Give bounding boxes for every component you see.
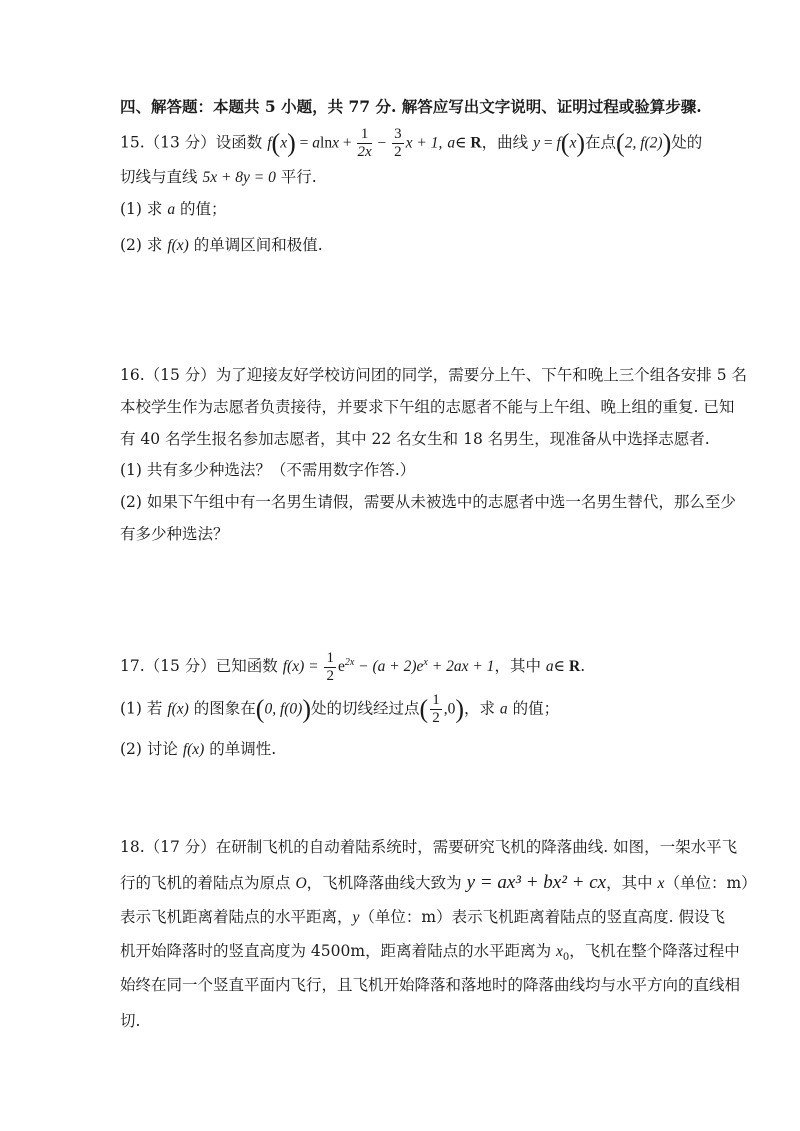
q17-p1-a: (1) 若 (120, 699, 168, 718)
q17-where: ，其中 (494, 657, 546, 676)
q15-stem-line1: 15.（13 分）设函数 f(x) = alnx + $\frac{1}{2x}$ − $\frac{3}{2}$ x + 1, a∈ R，曲线 y = f(x)在点(2, f(2))处的 (120, 126, 703, 160)
q18-line5: 始终在同一个竖直平面内飞行，且飞机开始降落和落地时的降落曲线均与水平方向的直线相 (120, 976, 741, 994)
q18-line2 (120, 870, 757, 897)
q15-a: a (312, 134, 321, 152)
q18-y: y (352, 909, 360, 926)
q17-p1-frac (430, 692, 442, 727)
q17-p1-avar: a (499, 700, 508, 718)
q15-a2: a (447, 134, 456, 152)
q16-line3: 有 40 名学生报名参加志愿者，其中 22 名女生和 18 名男生，现准备从中选择志愿者. (120, 430, 710, 448)
q15-ln: ln (320, 134, 333, 152)
q17-p1-d: ，求 (463, 699, 500, 718)
q15-p1-suffix: 的值； (175, 200, 227, 218)
q15-number: 15.（13 分）设函数 (120, 133, 268, 152)
q17-half-num: 1 (326, 649, 334, 666)
q18-line4 (120, 940, 740, 969)
q15-frac2-den: 2 (394, 144, 402, 160)
q18-origin: O (295, 875, 307, 892)
q15-line2-a: 切线与直线 (120, 168, 203, 186)
q18-l2-b: ，飞机降落曲线大致为 (306, 874, 467, 892)
q15-p2-fx: f(x) (167, 237, 189, 254)
q17-fx: f(x) = (282, 658, 323, 676)
q17-p1-fx: f(x) (167, 700, 189, 718)
q17-p1-point: 0, f(0) (264, 700, 303, 718)
q15-plus: + (338, 134, 356, 152)
q15-frac1-num: 1 (357, 126, 371, 144)
q15-y: y (533, 134, 540, 152)
q17-in: ∈ (553, 658, 569, 676)
q18-l4-b: ，飞机在整个降落过程中 (569, 942, 740, 960)
q18-line1: 18.（17 分）在研制飞机的自动着陆系统时，需要研究飞机的降落曲线. 如图，一架水平飞 (120, 838, 738, 856)
q17-stem (120, 648, 690, 685)
q17-number: 17.（15 分）已知函数 (120, 657, 283, 676)
q17-p1-frac-num: 1 (432, 692, 440, 708)
q17-dot: . (580, 657, 586, 676)
q17-e: e (337, 658, 345, 676)
q15-in: ∈ (455, 134, 471, 152)
q18-x: x (657, 875, 665, 892)
q18-l2-a: 行的飞机的着陆点为原点 (120, 874, 296, 892)
q15-part2 (120, 234, 690, 257)
q18-line6: 切. (120, 1012, 141, 1030)
q15-f: f (267, 134, 272, 152)
q17-ex-exp: x (423, 657, 428, 668)
q17-half-den: 2 (326, 667, 334, 684)
q16-part2-line1: (2) 如果下午组中有一名男生请假，需要从未被选中的志愿者中选一名男生替代，那么至少 (120, 493, 736, 511)
q15-frac1 (357, 126, 371, 161)
q16-line2: 本校学生作为志愿者负责接待，并要求下午组的志愿者不能与上午组、晚上组的重复. 已知 (120, 398, 735, 416)
q15-frac2-num: 3 (394, 126, 402, 142)
q17-a: a (545, 658, 554, 676)
q18-l3-a: 表示飞机距离着陆点的水平距离， (120, 908, 353, 926)
q17-e-exp: 2x (344, 657, 355, 668)
q18-line3 (120, 906, 725, 929)
q17-p1-frac-den: 2 (432, 710, 440, 726)
q15-part1 (120, 198, 690, 221)
q18-x0: x (556, 943, 563, 960)
q17-p1-c: 处的切线经过点 (311, 699, 420, 718)
q16-part1: (1) 共有多少种选法？（不需用数字作答.） (120, 461, 416, 479)
q15-reals: R (470, 134, 482, 152)
q15-eq: = (295, 134, 313, 152)
q15-curve-text: ，曲线 (481, 133, 534, 152)
q18-l3-b: （单位：m）表示飞机距离着陆点的竖直高度. 假设飞 (359, 908, 725, 926)
q15-stem-line2 (120, 166, 690, 189)
q17-half (324, 650, 336, 685)
q15-p2-suffix: 的单调区间和极值. (188, 236, 323, 254)
q18-x0-sub: 0 (562, 952, 570, 964)
q18-curve-eq: y = ax³ + bx² + cx (466, 872, 607, 893)
q15-line2-b: 平行. (275, 168, 317, 186)
q15-chu: 处的 (671, 133, 703, 152)
q17-part1: (1) 若 f(x) 的图象在(0, f(0))处的切线经过点( $\frac{1}{2}$ ,0)，求 a 的值； (120, 692, 560, 726)
q15-minus: − (373, 134, 391, 152)
q17-p2-a: (2) 讨论 (120, 740, 183, 758)
q15-eq2: = (539, 134, 557, 152)
q18-l2-c: ，其中 (606, 874, 658, 892)
q17-p2-b: 的单调性. (204, 740, 277, 758)
q15-tail: x + 1, (405, 134, 443, 152)
q17-part2 (120, 738, 690, 761)
q15-line-eq: 5x + 8y = 0 (202, 169, 276, 186)
section-heading: 四、解答题：本题共 5 小题，共 77 分. 解答应写出文字说明、证明过程或验算步骤. (120, 97, 702, 116)
q17-reals: R (568, 658, 581, 676)
q17-p1-e: 的值； (507, 699, 560, 718)
q15-p2-prefix: (2) 求 (120, 236, 168, 254)
q18-l2-d: （单位：m） (664, 874, 757, 892)
q17-mid: − (a + 2)e (354, 658, 424, 676)
q15-x: x (280, 134, 288, 152)
q17-p1-zero: ,0 (443, 700, 456, 718)
q15-p1-a: a (167, 201, 176, 218)
q15-frac1-den: 2x (357, 144, 372, 160)
q15-p1-prefix: (1) 求 (120, 200, 168, 218)
q15-point-text: 在点 (585, 133, 617, 152)
q16-line1: 16.（15 分）为了迎接友好学校访问团的同学，需要分上午、下午和晚上三个组各安排 5 名 (120, 366, 748, 384)
q18-l4-a: 机开始降落时的竖直高度为 4500m，距离着陆点的水平距离为 (120, 942, 556, 960)
q16-part2-line2: 有多少种选法？ (120, 525, 229, 543)
q17-p2-fx: f(x) (182, 741, 205, 758)
q17-p1-b: 的图象在 (188, 699, 256, 718)
q15-point: 2, f(2) (624, 134, 663, 152)
q17-rest: + 2ax + 1 (427, 658, 495, 676)
q15-frac2 (392, 126, 404, 161)
